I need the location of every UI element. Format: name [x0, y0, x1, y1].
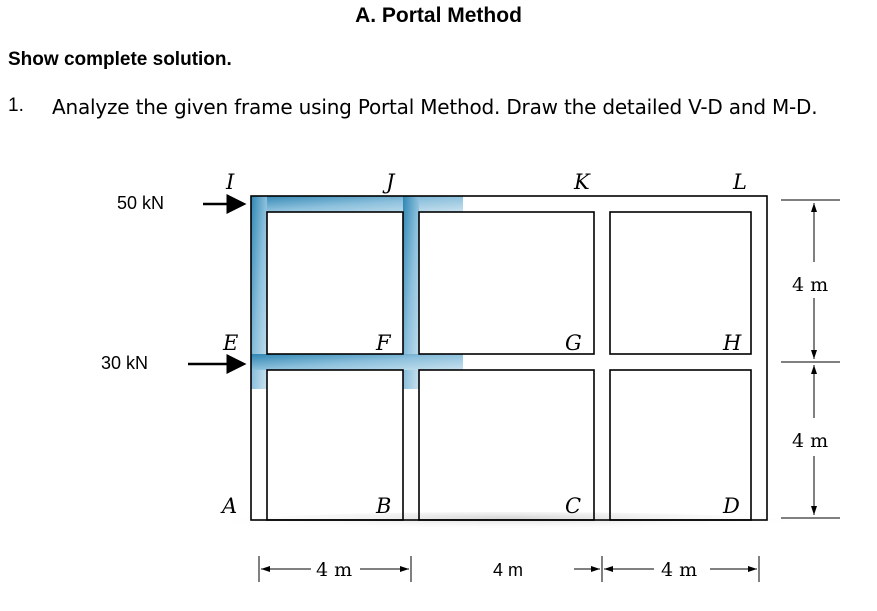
joint-label-F: F [376, 331, 391, 355]
load-label-top: 50 kN [117, 193, 165, 213]
joint-label-H: H [723, 331, 742, 355]
joint-label-J: J [386, 170, 395, 194]
joint-label-B: B [376, 494, 392, 518]
question-number: 1. [8, 95, 24, 116]
joint-label-I: I [226, 170, 235, 194]
joint-label-D: D [723, 494, 740, 518]
page-title: A. Portal Method [355, 4, 522, 27]
joint-label-E: E [223, 331, 239, 355]
story-height-label-top: 4 m [792, 274, 829, 296]
instruction-text: Show complete solution. [8, 49, 232, 70]
joint-label-K: K [574, 170, 590, 194]
bay-width-label-3: 4 m [661, 559, 698, 581]
joint-label-A: A [222, 494, 238, 518]
highlighted-frame-portion [251, 196, 463, 389]
bay-width-label-1: 4 m [316, 559, 353, 581]
story-height-label-bottom: 4 m [792, 430, 829, 452]
bay-width-label-2: 4 m [493, 560, 524, 580]
load-label-bottom: 30 kN [101, 353, 149, 373]
joint-label-L: L [733, 170, 747, 194]
ground-shadow [230, 512, 790, 532]
joint-label-C: C [565, 494, 582, 518]
question-text: Analyze the given frame using Portal Method. Draw the detailed V-D and M-D. [52, 95, 818, 119]
joint-label-G: G [565, 331, 582, 355]
vertical-dimensions [781, 200, 840, 518]
